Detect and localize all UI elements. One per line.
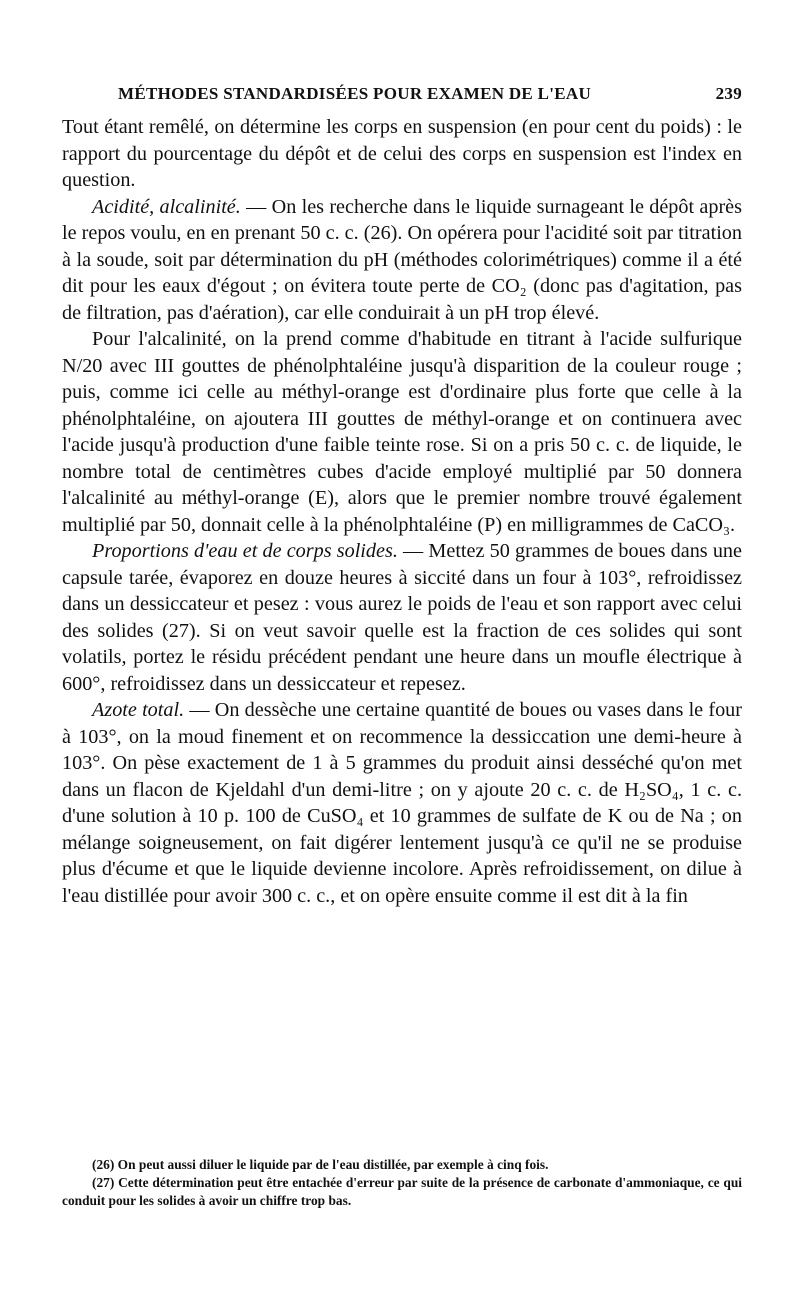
footnotes bbox=[62, 1156, 742, 1210]
paragraph-text: Tout étant remêlé, on détermine les corps en suspension (en pour cent du poids) : le rapport du pourcentage du dépôt et de celui des corps en suspension est l'index en question. bbox=[62, 116, 742, 191]
body-text bbox=[62, 114, 742, 909]
footnote-27: (27) Cette détermination peut être entachée d'erreur par suite de la présence de carbonate d'ammoniaque, ce qui conduit pour les solides à avoir un chiffre trop bas. bbox=[62, 1175, 742, 1208]
running-header bbox=[118, 84, 742, 114]
paragraph bbox=[62, 326, 742, 538]
section-lead-acidity: Acidité, alcalinité. bbox=[92, 195, 241, 218]
paragraph-text: — Mettez 50 grammes de boues dans une capsule tarée, évaporez en douze heures à siccité dans un four à 103°, refroidissez dans un dessiccateur et pesez : vous aurez le poids de l'eau et son rapport avec celui des solides (27). Si on veut savoir quelle est la fraction de ces solides qui sont volatils, portez le résidu précédent pendant une heure dans un moufle électrique à 600°, refroidissez dans un dessiccateur et repesez. bbox=[62, 540, 742, 695]
paragraph-text: Pour l'alcalinité, on la prend comme d'habitude en titrant à l'acide sulfurique N/20 avec III gouttes de phénolphtaléine jusqu'à disparition de la couleur rouge ; puis, comme ici celle au méthyl-orange est d'ordinaire plus forte que celle à la phénolphtaléine, on ajoutera III gouttes de méthyl-orange et on continuera avec l'acide jusqu'à production d'une faible teinte rose. Si on a pris 50 c. c. de liquide, le nombre total de centimètres cubes d'acide employé multiplié par 50 donnera l'alcalinité au méthyl-orange (E), alors que le premier nombre trouvé également multiplié par 50, donnait celle à la phénolphtaléine (P) en milligrammes de CaCO₃. bbox=[62, 328, 742, 536]
paragraph-text: — On dessèche une certaine quantité de boues ou vases dans le four à 103°, on la moud finement et on recommence la dessiccation une demi-heure à 103°. On pèse exactement de 1 à 5 grammes du produit ainsi desséché qu'on met dans un flacon de Kjeldahl d'un demi-litre ; on y ajoute 20 c. c. de H₂SO₄, 1 c. c. d'une solution à 10 p. 100 de CuSO₄ et 10 grammes de sulfate de K ou de Na ; on mélange soigneusement, on fait digérer lentement jusqu'à ce qu'il ne se produise plus d'écume et que le liquide devienne incolore. Après refroidissement, on dilue à l'eau distillée pour avoir 300 c. c., et on opère ensuite comme il est dit à la fin bbox=[62, 699, 742, 907]
running-title: MÉTHODES STANDARDISÉES POUR EXAMEN DE L'EAU bbox=[118, 84, 592, 103]
paragraph bbox=[62, 194, 742, 327]
page bbox=[62, 84, 742, 909]
paragraph-text: — On les recherche dans le liquide surnageant le dépôt après le repos voulu, en en prenant 50 c. c. (26). On opérera pour l'acidité soit par titration à la soude, soit par détermination du pH (méthodes colorimétriques) comme il a été dit pour les eaux d'égout ; on évitera toute perte de CO₂ (donc pas d'agitation, pas de filtration, pas d'aération), car elle conduirait à un pH trop élevé. bbox=[62, 195, 742, 324]
footnote-26: (26) On peut aussi diluer le liquide par de l'eau distillée, par exemple à cinq fois. bbox=[92, 1157, 549, 1172]
paragraph bbox=[62, 538, 742, 697]
page-number: 239 bbox=[715, 84, 742, 103]
section-lead-nitrogen: Azote total. bbox=[92, 699, 185, 721]
paragraph bbox=[62, 697, 742, 909]
section-lead-proportions: Proportions d'eau et de corps solides. bbox=[92, 540, 398, 562]
paragraph bbox=[62, 114, 742, 194]
